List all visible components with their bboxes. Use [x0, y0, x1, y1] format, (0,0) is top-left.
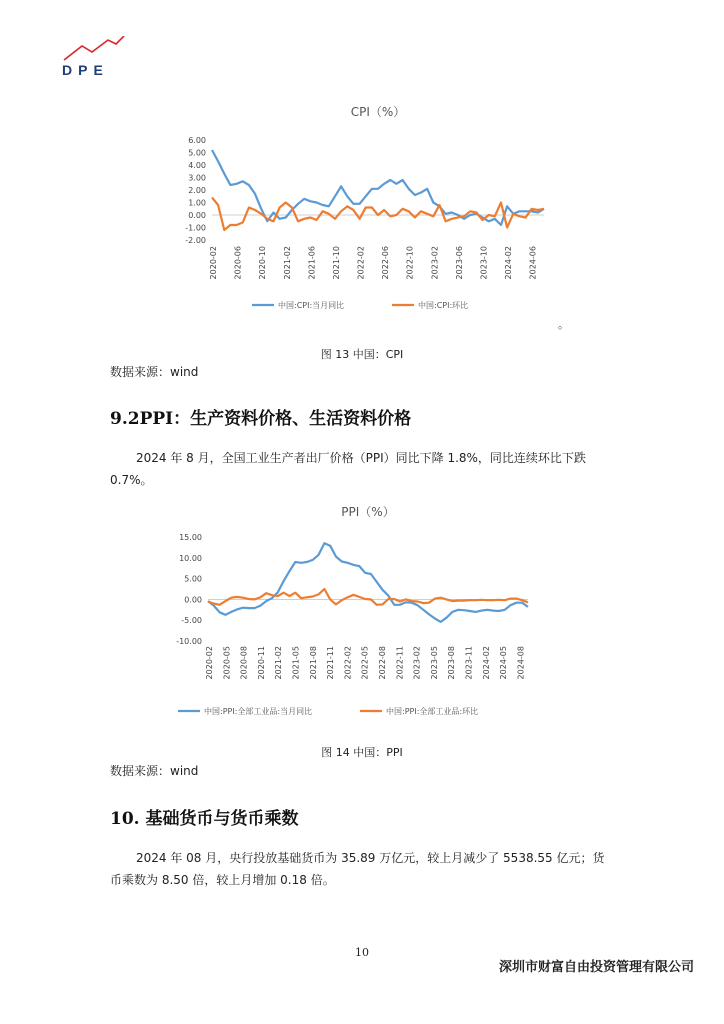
- y-tick-label: -1.00: [185, 223, 206, 233]
- x-tick-label: 2021-05: [291, 646, 301, 680]
- y-tick-label: -10.00: [176, 637, 202, 646]
- legend-label-1: 中国:CPI:当月同比: [278, 301, 345, 310]
- x-tick-label: 2022-06: [381, 245, 391, 280]
- x-tick-label: 2021-08: [308, 646, 318, 680]
- y-tick-label: -5.00: [181, 616, 202, 626]
- y-tick-label: 3.00: [188, 173, 206, 183]
- company-logo: [62, 36, 132, 80]
- x-tick-label: 2021-10: [331, 246, 341, 280]
- cpi-chart-svg: [160, 100, 560, 320]
- y-tick-label: -2.00: [185, 236, 206, 245]
- money-heading: 10. 基础货币与货币乘数: [110, 809, 299, 829]
- y-tick-label: 2.00: [188, 186, 206, 195]
- trailing-period: 。: [558, 318, 569, 331]
- y-tick-label: 0.00: [188, 211, 206, 220]
- x-tick-label: 2020-02: [209, 246, 218, 280]
- company-name: 深圳市财富自由投资管理有限公司: [498, 960, 694, 975]
- series-line-2: [212, 198, 544, 231]
- chart-title: CPI（%）: [350, 105, 406, 119]
- y-tick-label: 15.00: [179, 533, 202, 542]
- ppi-paragraph: 2024 年 8 月，全国工业生产者出厂价格（PPI）同比下降 1.8%，同比连续环比下跌 0.7%。: [110, 451, 586, 487]
- x-tick-label: 2023-10: [479, 246, 489, 280]
- x-tick-label: 2020-06: [233, 246, 243, 280]
- x-tick-label: 2022-02: [356, 246, 366, 280]
- chart-title: PPI（%）: [341, 505, 395, 519]
- x-tick-label: 2024-06: [528, 246, 538, 280]
- x-tick-label: 2021-02: [282, 246, 292, 280]
- x-tick-label: 2022-11: [395, 646, 405, 680]
- x-tick-label: 2022-05: [360, 646, 370, 680]
- x-tick-label: 2023-08: [447, 646, 457, 680]
- x-tick-label: 2024-05: [499, 646, 509, 680]
- x-tick-label: 2023-11: [464, 646, 474, 680]
- series-line-1: [208, 543, 528, 622]
- legend-label-2: 中国:CPI:环比: [418, 301, 469, 310]
- y-tick-label: 10.00: [179, 553, 202, 563]
- x-tick-label: 2020-05: [222, 646, 232, 680]
- x-tick-label: 2024-02: [504, 246, 514, 280]
- x-tick-label: 2022-02: [343, 646, 353, 680]
- ppi-chart-svg: [160, 500, 560, 725]
- logo-text: DPE: [62, 62, 109, 78]
- legend-label-1: 中国:PPI:全部工业品:当月同比: [204, 707, 313, 716]
- x-tick-label: 2020-10: [258, 246, 268, 280]
- y-tick-label: 1.00: [188, 198, 206, 208]
- fig13-caption: 图 13 中国：CPI: [320, 348, 404, 361]
- money-paragraph: 2024 年 08 月，央行投放基础货币为 35.89 万亿元，较上月减少了 5538.55 亿元；货币乘数为 8.50 倍，较上月增加 0.18 倍。: [110, 851, 605, 887]
- y-tick-label: 4.00: [188, 161, 206, 170]
- x-tick-label: 2024-02: [481, 646, 491, 680]
- x-tick-label: 2021-11: [326, 646, 336, 680]
- y-tick-label: 5.00: [184, 574, 202, 584]
- page-number: 10: [355, 946, 369, 959]
- fig14-source: 数据来源：wind: [110, 764, 199, 778]
- x-tick-label: 2023-05: [429, 646, 439, 680]
- y-tick-label: 0.00: [184, 595, 202, 605]
- x-tick-label: 2022-08: [377, 646, 387, 680]
- x-tick-label: 2020-08: [239, 646, 249, 680]
- y-tick-label: 5.00: [188, 148, 206, 158]
- cpi-chart: [160, 100, 560, 320]
- legend-label-2: 中国:PPI:全部工业品:环比: [386, 707, 479, 716]
- x-tick-label: 2023-06: [454, 246, 464, 280]
- series-line-2: [208, 589, 528, 605]
- y-tick-label: 6.00: [188, 136, 206, 145]
- ppi-heading: 9.2PPI：生产资料价格、生活资料价格: [110, 409, 412, 429]
- x-tick-label: 2023-02: [430, 246, 440, 280]
- x-tick-label: 2022-10: [405, 245, 415, 280]
- x-tick-label: 2024-08: [516, 646, 526, 680]
- logo-graphic: [62, 36, 132, 62]
- fig14-caption: 图 14 中国：PPI: [321, 746, 403, 759]
- x-tick-label: 2020-02: [205, 646, 214, 680]
- ppi-chart: [160, 500, 560, 725]
- x-tick-label: 2020-11: [256, 646, 266, 680]
- x-tick-label: 2021-02: [274, 646, 284, 680]
- x-tick-label: 2023-02: [412, 646, 422, 680]
- fig13-source: 数据来源：wind: [110, 365, 199, 379]
- x-tick-label: 2021-06: [307, 246, 317, 280]
